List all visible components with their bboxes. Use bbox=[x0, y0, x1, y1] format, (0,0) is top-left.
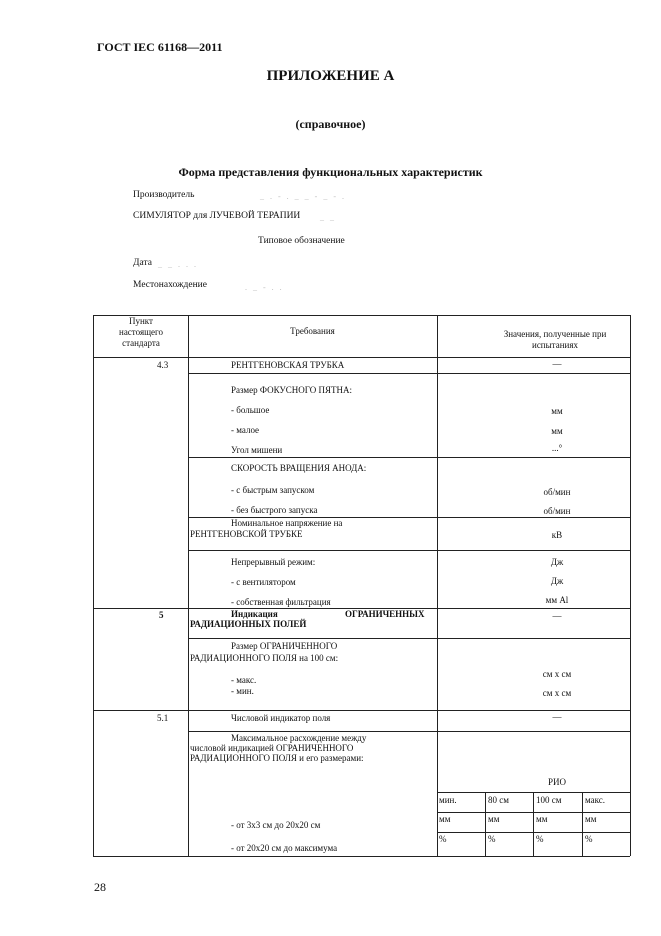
val-field-min: см х см bbox=[542, 688, 572, 698]
req-no-fast-start: - без быстрого запуска bbox=[231, 505, 318, 515]
form-title: Форма представления функциональных характеристик bbox=[178, 165, 483, 179]
req-with-fan: - с вентилятором bbox=[231, 577, 296, 587]
req-indication-a: Индикация bbox=[231, 609, 278, 619]
req-inherent-filtration: - собственная фильтрация bbox=[231, 597, 331, 607]
simulator-label: СИМУЛЯТОР для ЛУЧЕВОЙ ТЕРАПИИ bbox=[133, 211, 301, 221]
req-field-size-1: Размер ОГРАНИЧЕННОГО bbox=[231, 641, 338, 651]
date-label: Дата bbox=[133, 258, 152, 268]
item-5: 5 bbox=[159, 610, 164, 620]
cell-r2-80: % bbox=[488, 834, 496, 844]
val-numeric-indicator: — bbox=[552, 712, 562, 722]
req-continuous-mode: Непрерывный режим: bbox=[231, 557, 316, 567]
header-item: Пункт настоящего стандарта bbox=[119, 316, 163, 348]
date-blank: _ _ . . . bbox=[158, 260, 198, 269]
cell-r2-min: % bbox=[439, 834, 447, 844]
req-numeric-indicator: Числовой индикатор поля bbox=[231, 713, 331, 723]
req-anode-speed: СКОРОСТЬ ВРАЩЕНИЯ АНОДА: bbox=[231, 463, 367, 473]
req-voltage-line2: РЕНТГЕНОВСКОЙ ТРУБКЕ bbox=[190, 529, 303, 539]
cell-r1-80: мм bbox=[488, 814, 500, 824]
req-focal-small: - малое bbox=[231, 425, 260, 435]
val-focal-small: мм bbox=[551, 426, 563, 436]
header-values: Значения, полученные при испытаниях bbox=[503, 329, 607, 350]
req-field-max: - макс. bbox=[231, 675, 257, 685]
req-deviation-2: числовой индикацией ОГРАНИЧЕННОГО bbox=[190, 743, 354, 753]
item-4-3: 4.3 bbox=[157, 360, 169, 370]
val-indication: — bbox=[552, 611, 562, 621]
cell-r1-max: мм bbox=[585, 814, 597, 824]
col-max: макс. bbox=[585, 795, 606, 805]
location-label: Местонахождение bbox=[133, 280, 207, 290]
val-voltage: кВ bbox=[551, 530, 563, 540]
req-indication-2: РАДИАЦИОННЫХ ПОЛЕЙ bbox=[190, 619, 307, 629]
col-100cm: 100 см bbox=[536, 795, 562, 805]
req-range-small: - от 3х3 см до 20х20 см bbox=[231, 820, 321, 830]
val-continuous-mode: Дж bbox=[550, 557, 564, 567]
req-field-min: - мин. bbox=[231, 686, 254, 696]
manufacturer-blank: _ . - . _ _ - _ - . bbox=[260, 192, 346, 201]
cell-r1-100: мм bbox=[536, 814, 548, 824]
req-focal-spot: Размер ФОКУСНОГО ПЯТНА: bbox=[231, 385, 353, 395]
appendix-title: ПРИЛОЖЕНИЕ А bbox=[266, 68, 395, 84]
req-field-size-2: РАДИАЦИОННОГО ПОЛЯ на 100 см: bbox=[190, 653, 339, 663]
cell-r1-min: мм bbox=[439, 814, 451, 824]
req-focal-large: - большое bbox=[231, 405, 270, 415]
req-range-large: - от 20х20 см до максимума bbox=[231, 843, 338, 853]
manufacturer-label: Производитель bbox=[133, 190, 195, 200]
type-designation-label: Типовое обозначение bbox=[258, 236, 345, 246]
req-deviation-1: Максимальное расхождение между bbox=[231, 733, 367, 743]
val-target-angle: ...° bbox=[551, 443, 563, 453]
col-80cm: 80 см bbox=[488, 795, 509, 805]
val-field-max: см х см bbox=[542, 669, 572, 679]
cell-r2-max: % bbox=[585, 834, 593, 844]
cell-r2-100: % bbox=[536, 834, 544, 844]
header-requirements: Требования bbox=[290, 326, 335, 336]
req-deviation-3: РАДИАЦИОННОГО ПОЛЯ и его размерами: bbox=[190, 753, 364, 763]
req-fast-start: - с быстрым запуском bbox=[231, 485, 315, 495]
val-fast-start: об/мин bbox=[543, 487, 571, 497]
req-target-angle: Угол мишени bbox=[231, 445, 283, 455]
val-with-fan: Дж bbox=[550, 576, 564, 586]
req-voltage-line1: Номинальное напряжение на bbox=[231, 518, 343, 528]
req-xray-tube: РЕНТГЕНОВСКАЯ ТРУБКА bbox=[231, 360, 345, 370]
location-blank: . _ - . . bbox=[245, 283, 284, 292]
req-indication-b: ОГРАНИЧЕННЫХ bbox=[345, 609, 425, 619]
rio-label: РИО bbox=[547, 777, 566, 787]
val-focal-large: мм bbox=[551, 406, 563, 416]
simulator-blank: _ _ bbox=[320, 213, 336, 222]
val-xray-tube: — bbox=[552, 359, 562, 369]
val-no-fast-start: об/мин bbox=[543, 506, 571, 516]
appendix-subtitle: (справочное) bbox=[295, 117, 366, 131]
val-inherent-filtration: мм Al bbox=[545, 595, 569, 605]
document-header: ГОСТ IEC 61168—2011 bbox=[97, 40, 223, 54]
item-5-1: 5.1 bbox=[157, 713, 169, 723]
page-number: 28 bbox=[94, 880, 106, 894]
col-min: мин. bbox=[439, 795, 457, 805]
